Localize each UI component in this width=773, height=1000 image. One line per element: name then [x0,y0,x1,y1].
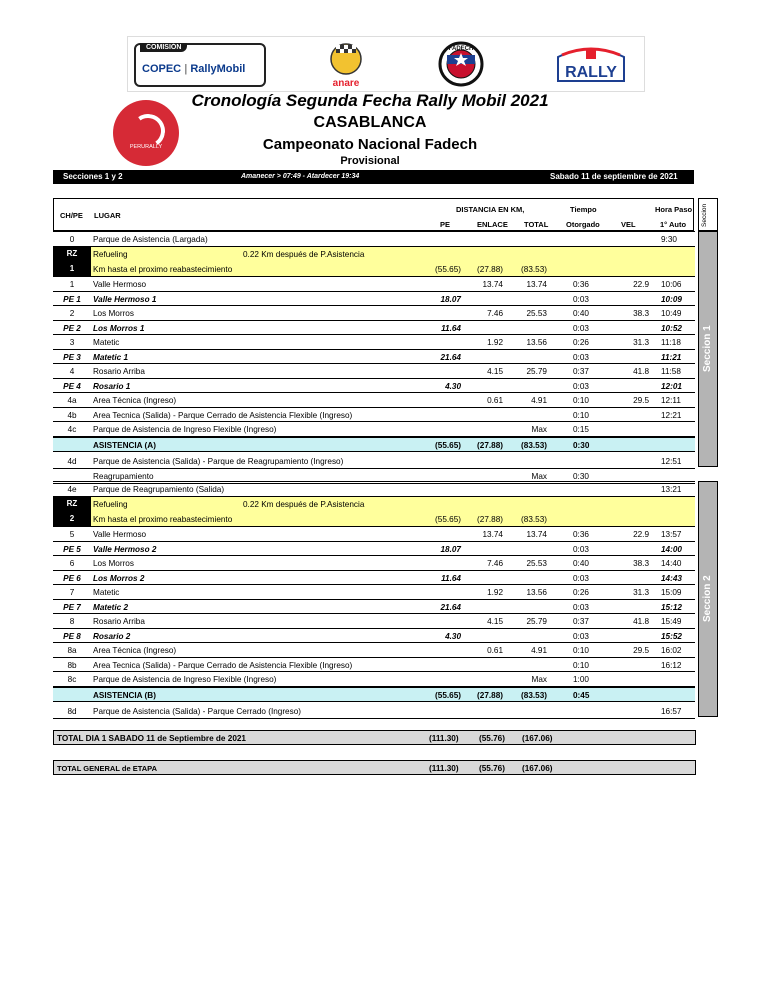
cell-lugar: Parque de Asistencia (Salida) - Parque de Reagrupamiento (Ingreso) [93,456,344,466]
table-row [53,350,695,365]
cell-pe: 21.64 [440,352,461,362]
cell-ch: 4d [67,456,77,466]
cell-total: (83.53) [521,690,547,700]
cell-lugar: Matetic 2 [93,602,129,612]
table-row [53,454,695,469]
cell-enlace: 0.61 [487,646,503,655]
cell-hora: 12:01 [661,381,682,391]
cell-vel: 38.3 [633,309,649,318]
total-etapa-total: (167.06) [522,764,553,773]
cell-tiempo: 0:03 [573,631,589,641]
cell-hora: 16:02 [661,646,682,655]
cell-lugar: Rosario 1 [93,381,131,391]
cell-total: 4.91 [531,396,547,405]
cell-vel: 41.8 [633,367,649,376]
cell-ch: PE 5 [63,544,81,554]
cell-pe: 18.07 [440,294,461,304]
cell-tiempo: 0:37 [573,617,589,626]
table-row [53,658,695,673]
table-row [53,527,695,542]
cell-total: 13.74 [526,530,547,539]
cell-vel: 22.9 [633,530,649,539]
cell-enlace: 13.74 [482,280,503,289]
cell-total: 25.79 [526,617,547,626]
rz-badge [53,497,91,527]
cell-tiempo: 0:10 [573,646,589,655]
table-row [53,232,695,247]
date-label: Sabado 11 de septiembre de 2021 [550,172,678,181]
cell-hora: 12:21 [661,410,682,420]
cell-hora: 15:52 [661,631,682,641]
col-vel: VEL [621,220,636,229]
cell-hora: 10:49 [661,309,682,318]
cell-tiempo: 0:30 [573,440,590,450]
cell-lugar: Rosario 2 [93,631,131,641]
cell-hora: 14:00 [661,544,682,554]
total-dia-enlace: (55.76) [479,734,505,743]
cell-enlace: (27.88) [477,690,503,700]
sunrise-sunset: Amanecer > 07:49 - Atardecer 19:34 [241,173,360,180]
total-dia-total: (167.06) [522,734,553,743]
cell-tiempo: 0:10 [573,396,589,405]
cell-lugar: Rosario Arriba [93,367,145,376]
cell-hora: 10:09 [661,294,682,304]
cell-total: 13.56 [526,338,547,347]
total-dia-label: TOTAL DIA 1 SABADO 11 de Septiembre de 2021 [57,734,246,743]
cell-enlace: 7.46 [487,559,503,568]
cell-hora: 16:12 [661,660,682,670]
anare-logo [324,39,368,89]
logo-strip [127,36,645,92]
cell-tiempo: 0:03 [573,352,589,362]
refueling-row [53,247,695,262]
table-row [53,482,695,497]
cell-tiempo: 0:03 [573,294,589,304]
cell-ch: 3 [69,338,75,347]
cell-total: (83.53) [521,440,547,450]
col-total: TOTAL [524,220,549,229]
cell-enlace: 1.92 [487,338,503,347]
cell-lugar: Area Técnica (Ingreso) [93,646,177,655]
col-chpe: CH/PE [60,211,83,220]
cell-lugar: Parque de Asistencia de Ingreso Flexible (Ingreso) [93,425,277,434]
cell-total: 13.56 [526,588,547,597]
rally-logo [548,43,634,85]
total-etapa-pe: (111.30) [429,764,459,773]
cell-total: Max [531,471,547,481]
cell-lugar: Reagrupamiento [93,471,154,481]
cell-ch: 4b [67,410,77,420]
cell-ch: PE 6 [63,573,81,583]
table-row [53,600,695,615]
cell-vel: 38.3 [633,559,649,568]
cell-hora: 11:58 [661,367,681,376]
cell-lugar: Area Tecnica (Salida) - Parque Cerrado de Asistencia Flexible (Ingreso) [93,660,353,670]
cell-lugar: Valle Hermoso 1 [93,294,157,304]
cell-lugar: Area Técnica (Ingreso) [93,396,177,405]
table-row [53,292,695,307]
table-row [53,408,695,423]
cell-total: 4.91 [531,646,547,655]
cell-enlace: 7.46 [487,309,503,318]
col-pe: PE [440,220,451,229]
cell-enlace: 1.92 [487,588,503,597]
cell-lugar: ASISTENCIA (B) [93,690,156,700]
cell-lugar: Valle Hermoso [93,530,147,539]
cell-ch: PE 7 [63,602,81,612]
cell-tiempo: 0:37 [573,367,589,376]
cell-hora: 10:06 [661,280,682,289]
cell-lugar: Valle Hermoso [93,280,147,289]
cell-ch: PE 3 [63,352,81,362]
cell-lugar: Los Morros [93,309,134,318]
rz-label: RZ [66,249,78,258]
cell-ch: 4a [67,396,77,405]
doc-title: Cronología Segunda Fecha Rally Mobil 2021 [191,91,549,110]
cell-vel: 41.8 [633,617,649,626]
cell-tiempo: 0:26 [573,588,589,597]
refueling-km-label: Km hasta el proximo reabastecimiento [93,265,233,274]
cell-enlace: 13.74 [482,530,503,539]
cell-enlace: 0.61 [487,396,503,405]
cell-ch: 8b [67,660,77,670]
copec-rallymobil-logo: COMISIÓN COPEC | RallyMobil [134,43,266,87]
cell-hora: 11:21 [661,352,682,362]
cell-pe: (55.65) [435,690,461,700]
cell-vel: 31.3 [633,588,649,597]
table-row [53,672,695,687]
cell-hora: 14:43 [661,573,682,583]
cell-tiempo: 1:00 [573,675,589,684]
cell-pe: 18.07 [440,544,461,554]
cell-pe: 11.64 [441,323,461,333]
cell-tiempo: 0:10 [573,660,589,670]
refueling-note: 0.22 Km después de P.Asistencia [243,250,365,259]
cell-hora: 9:30 [661,235,677,244]
col-tiempo: Tiempo [570,205,597,214]
table-row [53,321,695,336]
cell-ch: 4c [67,425,77,434]
col-lugar: LUGAR [94,211,121,220]
cell-vel: 29.5 [633,646,649,655]
cell-total: 13.74 [526,280,547,289]
cell-ch: PE 2 [63,323,81,333]
col-distancia: DISTANCIA EN KM, [456,205,525,214]
cell-enlace: 4.15 [487,367,503,376]
svg-text:RALLY: RALLY [565,64,617,81]
cell-lugar: ASISTENCIA (A) [93,440,156,450]
cell-pe: (55.65) [435,440,461,450]
refueling-note: 0.22 Km después de P.Asistencia [243,500,365,509]
table-row [53,379,695,394]
refueling-km-row [53,262,695,277]
section-1-bar: Seccion 1 [698,231,718,467]
refueling-row [53,497,695,512]
asistencia-row [53,437,695,452]
table-row [53,556,695,571]
cell-tiempo: 0:15 [573,425,589,434]
svg-text:anare: anare [332,78,360,89]
cell-ch: 4e [67,485,77,494]
table-row [53,614,695,629]
cell-tiempo: 0:03 [573,602,589,612]
cell-ch: 2 [69,309,75,318]
refueling-km-row [53,512,695,527]
cell-ch: PE 1 [63,294,81,304]
table-row [53,704,695,719]
rz-number: 2 [69,514,75,523]
cell-ch: PE 8 [63,631,81,641]
col-seccion: Seccion [698,198,718,231]
sections-label: Secciones 1 y 2 [63,172,123,181]
table-row [53,422,695,437]
cell-tiempo: 0:03 [573,544,589,554]
cell-total: Max [531,425,547,434]
cell-ch: 1 [69,280,75,289]
cell-pe: (55.65) [435,265,461,274]
cell-tiempo: 0:40 [573,309,589,318]
cell-lugar: Valle Hermoso 2 [93,544,157,554]
table-row [53,571,695,586]
table-row [53,585,695,600]
cell-hora: 11:18 [661,338,681,347]
cell-ch: 8 [69,617,75,626]
cell-ch: PE 4 [63,381,81,391]
cell-tiempo: 0:36 [573,280,589,289]
cell-ch: 0 [69,235,75,244]
cell-vel: 29.5 [633,396,649,405]
cell-hora: 12:11 [661,396,681,405]
cell-lugar: Parque de Asistencia de Ingreso Flexible (Ingreso) [93,675,277,684]
total-dia-pe: (111.30) [429,734,459,743]
col-auto: 1° Auto [660,220,687,229]
cell-lugar: Los Morros 1 [93,323,145,333]
cell-hora: 12:51 [661,456,682,466]
cell-lugar: Los Morros [93,559,134,568]
cell-lugar: Area Tecnica (Salida) - Parque Cerrado de Asistencia Flexible (Ingreso) [93,410,353,420]
cell-lugar: Matetic [93,338,120,347]
cell-ch: 6 [69,559,75,568]
rz-badge [53,247,91,277]
copec-brand: COPEC [142,63,182,75]
cell-enlace: 4.15 [487,617,503,626]
cell-lugar: Parque de Asistencia (Largada) [93,235,208,244]
cell-lugar: Rosario Arriba [93,617,145,626]
cell-hora: 13:21 [661,485,682,494]
cell-hora: 15:09 [661,588,682,597]
total-etapa-label: TOTAL GENERAL de ETAPA [57,764,158,773]
cell-lugar: Los Morros 2 [93,573,145,583]
cell-enlace: (27.88) [477,265,503,274]
cell-pe: 21.64 [440,602,461,612]
cell-enlace: (27.88) [477,440,503,450]
cell-pe: 11.64 [441,573,461,583]
cell-tiempo: 0:03 [573,323,589,333]
info-bar [53,170,694,184]
fadech-logo [438,41,484,87]
table-row [53,629,695,644]
col-enlace: ENLACE [477,220,508,229]
cell-hora: 15:49 [661,617,682,626]
table-header [53,198,694,231]
cell-total: 25.53 [526,309,547,318]
cell-tiempo: 0:10 [573,410,589,420]
rz-number: 1 [69,264,75,273]
total-etapa-bar [53,760,696,775]
cell-tiempo: 0:03 [573,573,589,583]
cell-tiempo: 0:40 [573,559,589,568]
refueling-km-label: Km hasta el proximo reabastecimiento [93,515,233,524]
cell-pe: (55.65) [435,515,461,524]
copec-tag: COMISIÓN [140,43,187,52]
cell-tiempo: 0:36 [573,530,589,539]
cell-hora: 14:40 [661,559,682,568]
doc-championship: Campeonato Nacional Fadech [262,136,478,153]
cell-hora: 13:57 [661,530,682,539]
cell-total: Max [531,675,547,684]
cell-ch: 4 [69,367,75,376]
cell-hora: 10:52 [661,323,682,333]
table-row [53,306,695,321]
cell-tiempo: 0:45 [573,690,590,700]
copec-sub: RallyMobil [190,63,246,75]
table-row [53,335,695,350]
svg-text:FADECH: FADECH [448,46,474,52]
total-dia-bar [53,730,696,745]
cell-ch: 8a [67,646,77,655]
refueling-label: Refueling [93,250,128,259]
cell-total: (83.53) [521,265,547,274]
perurally-logo: PERURALLY [113,100,179,166]
rz-label: RZ [66,499,78,508]
cell-hora: 16:57 [661,706,682,716]
cell-tiempo: 0:26 [573,338,589,347]
col-hora: Hora Paso [655,205,693,214]
table-row [53,393,695,408]
cell-ch: 5 [69,530,75,539]
total-etapa-enlace: (55.76) [479,764,505,773]
cell-total: 25.79 [526,367,547,376]
cell-vel: 22.9 [633,280,649,289]
cell-pe: 4.30 [445,631,461,641]
table-row [53,364,695,379]
table-row [53,277,695,292]
cell-tiempo: 0:03 [573,381,589,391]
table-row [53,542,695,557]
doc-status: Provisional [340,155,400,167]
cell-lugar: Matetic 1 [93,352,129,362]
asistencia-row [53,687,695,702]
cell-lugar: Parque de Reagrupamiento (Salida) [93,485,225,494]
refueling-label: Refueling [93,500,128,509]
cell-ch: 7 [69,588,75,597]
cell-lugar: Parque de Asistencia (Salida) - Parque Cerrado (Ingreso) [93,706,301,716]
cell-pe: 4.30 [445,381,461,391]
cell-total: (83.53) [521,515,547,524]
cell-vel: 31.3 [633,338,649,347]
section-2-bar: Seccion 2 [698,481,718,717]
col-otorgado: Otorgado [566,220,600,229]
cell-ch: 8c [67,675,77,684]
cell-hora: 15:12 [661,602,682,612]
cell-enlace: (27.88) [477,515,503,524]
doc-location: CASABLANCA [313,114,427,131]
cell-lugar: Matetic [93,588,120,597]
table-row [53,643,695,658]
cell-tiempo: 0:30 [573,471,589,481]
cell-total: 25.53 [526,559,547,568]
cell-ch: 8d [67,706,77,716]
